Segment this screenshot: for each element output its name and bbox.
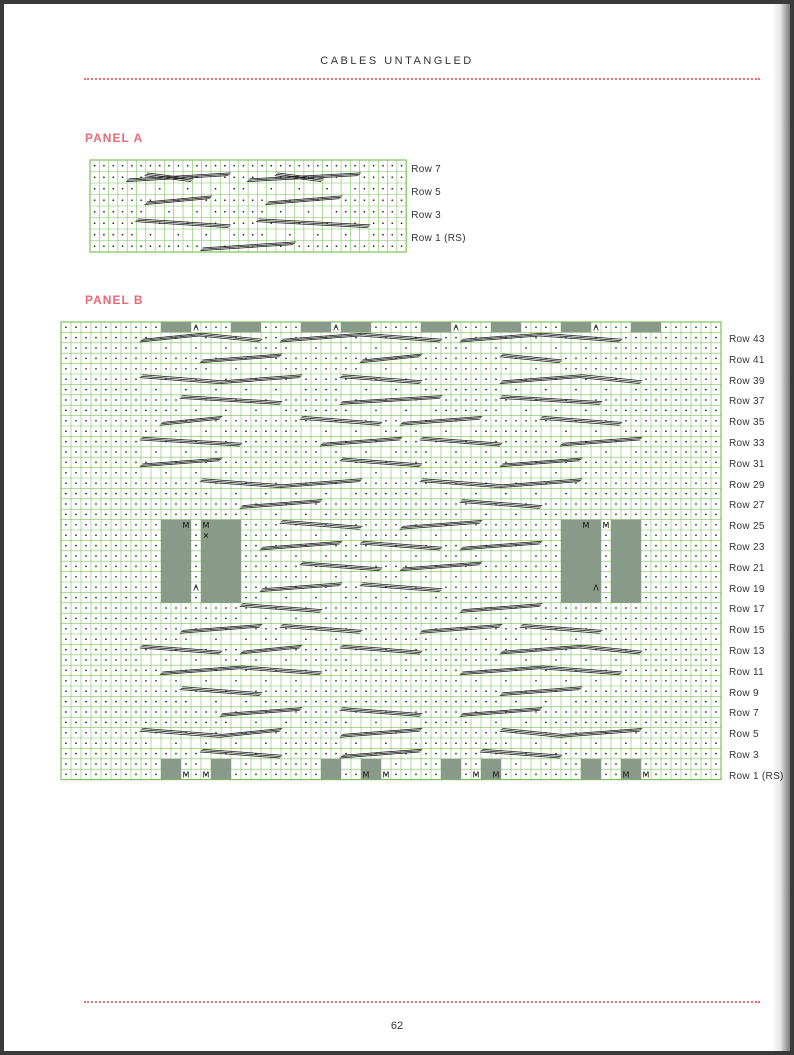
decrease-symbol: ✕: [202, 531, 210, 541]
increase-symbol: Λ: [193, 583, 199, 593]
panel-b-row-label: Row 15: [729, 625, 765, 637]
increase-symbol: Λ: [453, 323, 459, 333]
panel-a-row-label: Row 5: [411, 187, 442, 198]
panel-b-row-label: Row 31: [729, 458, 765, 470]
panel-b-row-label: Row 13: [729, 646, 765, 657]
panel-b-row-label: Row 1 (RS): [729, 770, 784, 782]
panel-b-title: PANEL B: [85, 293, 144, 307]
panel-b-row-label: Row 19: [729, 583, 765, 595]
panel-b-row-label: Row 33: [729, 438, 765, 449]
make-one-symbol: M: [202, 770, 210, 780]
panel-b-row-label: Row 27: [729, 500, 765, 512]
panel-b-chart: [4, 4, 790, 1051]
make-one-symbol: M: [622, 770, 630, 780]
panel-b-row-label: Row 37: [729, 396, 765, 408]
panel-b-row-label: Row 29: [729, 479, 765, 491]
panel-a-title: PANEL A: [85, 131, 144, 145]
make-one-symbol: M: [472, 770, 480, 780]
panel-b-row-label: Row 3: [729, 750, 759, 761]
increase-symbol: Λ: [593, 323, 599, 333]
make-one-symbol: M: [642, 770, 650, 780]
panel-b-row-label: Row 9: [729, 687, 759, 699]
make-one-symbol: M: [602, 521, 610, 530]
panel-b-row-label: Row 43: [729, 334, 765, 345]
increase-symbol: Λ: [193, 323, 199, 333]
panel-b-row-label: Row 7: [729, 708, 759, 720]
panel-a-row-label: Row 7: [411, 164, 442, 175]
page-number: 62: [390, 1020, 404, 1032]
make-one-symbol: M: [582, 521, 590, 530]
make-one-symbol: M: [182, 770, 190, 780]
make-one-symbol: M: [382, 770, 390, 780]
panel-b-row-label: Row 41: [729, 354, 765, 366]
panel-a-row-label: Row 1 (RS): [411, 233, 466, 244]
panel-b-row-label: Row 39: [729, 375, 765, 387]
running-head: CABLES UNTANGLED: [320, 55, 474, 67]
make-one-symbol: M: [492, 770, 500, 780]
book-page: [4, 4, 790, 1051]
bottom-dotted-rule: [84, 1001, 760, 1003]
panel-b-row-label: Row 17: [729, 604, 765, 616]
panel-b-row-label: Row 21: [729, 562, 765, 574]
make-one-symbol: M: [362, 770, 370, 780]
make-one-symbol: M: [182, 521, 190, 530]
panel-b-row-label: Row 5: [729, 729, 759, 741]
increase-symbol: Λ: [593, 583, 599, 593]
panel-b-row-label: Row 25: [729, 521, 765, 533]
panel-a-row-label: Row 3: [411, 210, 442, 221]
panel-b-row-label: Row 35: [729, 417, 765, 429]
panel-b-row-label: Row 23: [729, 542, 765, 553]
panel-b-row-label: Row 11: [729, 666, 764, 678]
make-one-symbol: M: [202, 521, 210, 530]
increase-symbol: Λ: [333, 323, 339, 333]
